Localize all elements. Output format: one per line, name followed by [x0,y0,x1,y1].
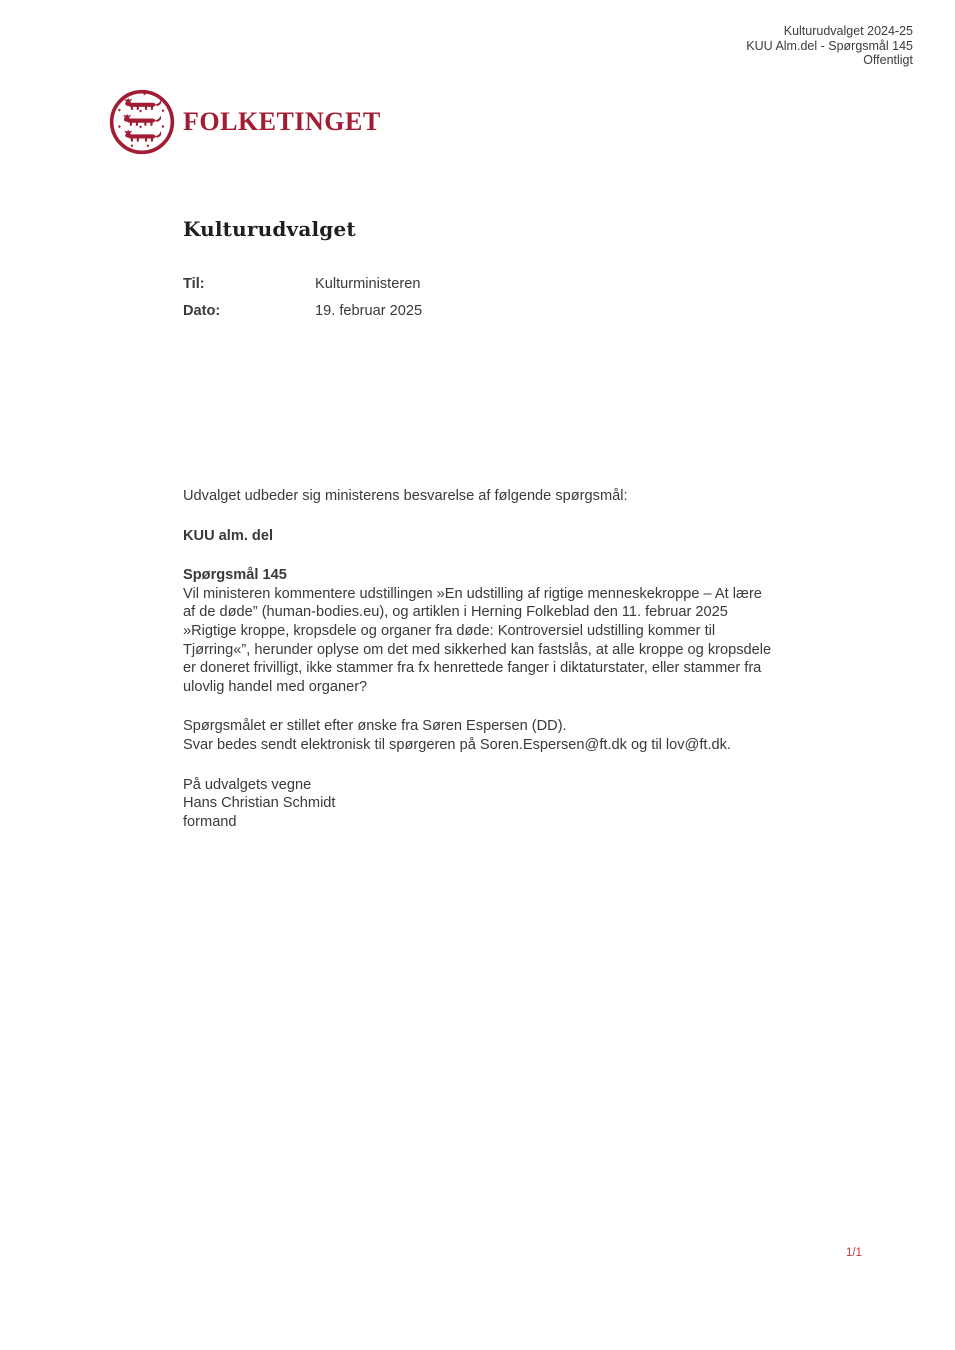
meta-label-to: Til: [183,276,205,292]
request-line-origin: Spørgsmålet er stillet efter ønske fra Søren Espersen (DD). [183,718,567,735]
case-reference: KUU alm. del [183,527,274,544]
meta-value-recipient: Kulturministeren [315,276,421,292]
meta-value-date: 19. februar 2025 [315,303,423,319]
meta-block [183,276,422,330]
meta-label-date: Dato: [183,303,221,319]
meta-row-recipient [183,276,422,303]
intro-line: Udvalget udbeder sig ministerens besvarelse af følgende spørgsmål: [183,488,628,504]
signoff-role: formand [183,813,237,830]
committee-reference-line: KUU Alm.del - Spørgsmål 145 [746,38,913,53]
document-body [183,487,775,831]
question-number-heading: Spørgsmål 145 [183,567,287,584]
committee-reference-line: Offentligt [863,53,913,67]
meta-row-date [183,303,422,330]
page-number: 1/1 [846,1247,862,1259]
folketinget-wordmark: FOLKETINGET [183,107,381,136]
signoff-block [183,776,775,832]
signoff-name: Hans Christian Schmidt [183,795,336,812]
folketinget-seal-icon [109,89,175,155]
question-text: Vil ministeren kommentere udstillingen »En udstilling af rigtige menneskekroppe – At lære af de døde” (human-bodies.eu), og artiklen i Herning Folkeblad den 11. februar 2025 »Rigtige kroppe, kropsdele og organer fra døde: Kontroversiel udstilling kommer til Tjørring«”, herunder oplyse om det med sikkerhed kan fastslås, at alle kroppe og kropsdele er doneret frivilligt, ikke stammer fra fx henrettede fanger i diktaturstater, eller stammer fra ulovlig handel med organer? [183,585,772,695]
request-instructions [183,717,775,754]
committee-reference-line: Kulturudvalget 2024-25 [783,24,913,38]
signoff-on-behalf: På udvalgets vegne [183,776,312,793]
page-title: Kulturudvalget [183,217,356,241]
committee-reference-block [746,24,913,68]
folketinget-logo [109,89,381,155]
request-line-reply: Svar bedes sendt elektronisk til spørgeren på Soren.Espersen@ft.dk og til lov@ft.dk. [183,736,731,753]
